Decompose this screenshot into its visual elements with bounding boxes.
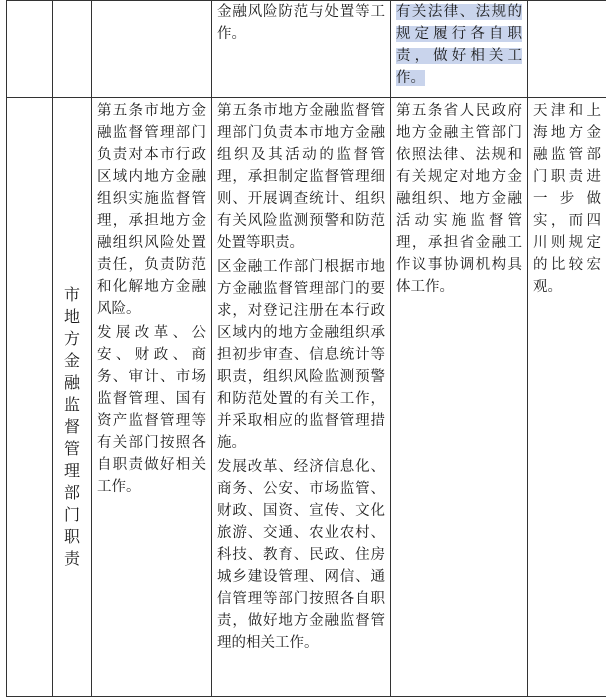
table-cell-empty [7,1,53,98]
table-cell [528,98,606,697]
paragraph: 第五条省人民政府地方金融主管部门依照法律、法规和有关规定对地方金融组织、地方金融活动实施监督管理，承担省金融工作议事协调机构具体工作。 [396,103,522,295]
cell-text [212,98,390,658]
table-cell-empty [528,1,606,98]
table-row [7,98,606,697]
table-cell-empty [7,98,53,697]
table-cell [212,98,391,697]
table-row [7,1,606,98]
paragraph: 第五条市地方金融监督管理部门负责本市地方金融组织及其活动的监督管理，承担制定监督管理细则、开展调查统计、组织有关风险监测预警和防范处置等职责。 [217,103,385,251]
table-cell [391,1,528,98]
table-cell-empty [92,1,212,98]
table-cell [391,98,528,697]
comparison-table [6,0,606,697]
table-cell [92,98,212,697]
paragraph: 金融风险防范与处置等工作。 [217,4,385,42]
cell-text [391,1,527,93]
cell-text [212,1,390,49]
paragraph-highlighted [396,1,522,89]
cell-text [391,98,527,302]
table-cell [212,1,391,98]
highlighted-text: 有关法律、法规的规定履行各自职责，做好相关工作。 [396,4,522,86]
cell-text [92,98,211,502]
paragraph: 发展改革、公安、财政、商务、审计、市场监督管理、国有资产监督管理等有关部门按照各自职责做好相关工作。 [97,325,206,495]
row-label-cell [53,98,92,697]
table-cell-empty [53,1,92,98]
cell-text [528,98,606,302]
row-label: 市地方金融监督管理部门职责 [63,285,80,568]
paragraph: 区金融工作部门根据市地方金融监督管理部门的要求，对登记注册在本行政区域内的地方金融组织承担初步审查、信息统计等职责，组织风险监测预警和防范处置的有关工作，并采取相应的监督管理措施。 [217,259,385,451]
paragraph: 第五条市地方金融监督管理部门负责对本市行政区域内地方金融组织实施监督管理，承担地方金融组织风险处置责任，负责防范和化解地方金融风险。 [97,103,206,317]
paragraph: 天津和上海地方金融监管部门职责进一步做实，而四川则规定的比较宏观。 [533,103,601,295]
paragraph: 发展改革、经济信息化、商务、公安、市场监管、财政、国资、宣传、文化旅游、交通、农业农村、科技、教育、民政、住房城乡建设管理、网信、通信管理等部门按照各自职责，做好地方金融监督管理的相关工作。 [217,459,385,651]
